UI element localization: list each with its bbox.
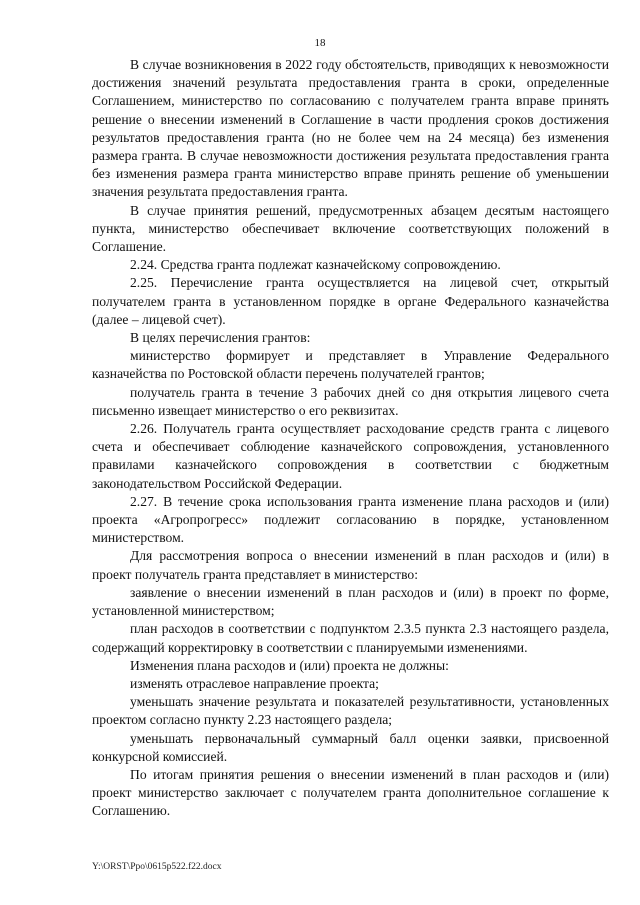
- paragraph: В целях перечисления грантов:: [130, 330, 311, 346]
- paragraph: Для рассмотрения вопроса о внесении изменений в план расходов и (или) в проект получатель гранта представляет в министерство:: [92, 548, 609, 582]
- paragraph: В случае возникновения в 2022 году обстоятельств, приводящих к невозможности достижения значений результата предоставления гранта в сроки, определенные Соглашением, министерство по согласованию с получателем гранта вправе принять решение о внесении изменений в Соглашение в части продления сроков достижения результатов предоставления гранта (но не более чем на 24 месяца) без изменения размера гранта. В случае невозможности достижения результата предоставления гранта без изменения размера гранта министерство вправе принять решение об уменьшении значения результата предоставления гранта.: [92, 57, 609, 200]
- paragraph: 2.26. Получатель гранта осуществляет расходование средств гранта с лицевого счета и обеспечивает соблюдение казначейского сопровождения, установленного правилами казначейского сопровождения в соответствии с бюджетным законодательством Российской Федерации.: [92, 421, 609, 491]
- paragraph: 2.27. В течение срока использования гранта изменение плана расходов и (или) проекта «Агропрогресс» подлежит согласованию в порядке, установленном министерством.: [92, 493, 609, 546]
- footer-file-path: Y:\ORST\Ppo\0615p522.f22.docx: [92, 862, 222, 872]
- paragraph: уменьшать значение результата и показателей результативности, установленных проектом согласно пункту 2.23 настоящего раздела;: [92, 694, 609, 728]
- paragraph: уменьшать первоначальный суммарный балл оценки заявки, присвоенной конкурсной комиссией.: [92, 730, 609, 764]
- paragraph: 2.24. Средства гранта подлежат казначейскому сопровождению.: [130, 257, 501, 273]
- paragraph: По итогам принятия решения о внесении изменений в план расходов и (или) проект министерство заключает с получателем гранта дополнительное соглашение к Соглашению.: [92, 766, 609, 819]
- paragraph: министерство формирует и представляет в Управление Федерального казначейства по Ростовской области перечень получателей грантов;: [92, 348, 609, 382]
- paragraph: 2.25. Перечисление гранта осуществляется на лицевой счет, открытый получателем гранта в установленном порядке в органе Федерального казначейства (далее – лицевой счет).: [92, 275, 609, 327]
- paragraph: получатель гранта в течение 3 рабочих дней со дня открытия лицевого счета письменно извещает министерство о его реквизитах.: [92, 384, 609, 418]
- paragraph: Изменения плана расходов и (или) проекта не должны:: [130, 657, 449, 673]
- paragraph: план расходов в соответствии с подпунктом 2.3.5 пункта 2.3 настоящего раздела, содержащий корректировку в соответствии с планируемыми изменениями.: [92, 621, 609, 655]
- page-number: 18: [314, 37, 326, 49]
- paragraph: В случае принятия решений, предусмотренных абзацем десятым настоящего пункта, министерство обеспечивает включение соответствующих положений в Соглашение.: [92, 202, 609, 255]
- paragraph: изменять отраслевое направление проекта;: [130, 675, 379, 691]
- paragraph: заявление о внесении изменений в план расходов и (или) в проект по форме, установленной министерством;: [92, 584, 609, 619]
- document-body: [92, 56, 609, 821]
